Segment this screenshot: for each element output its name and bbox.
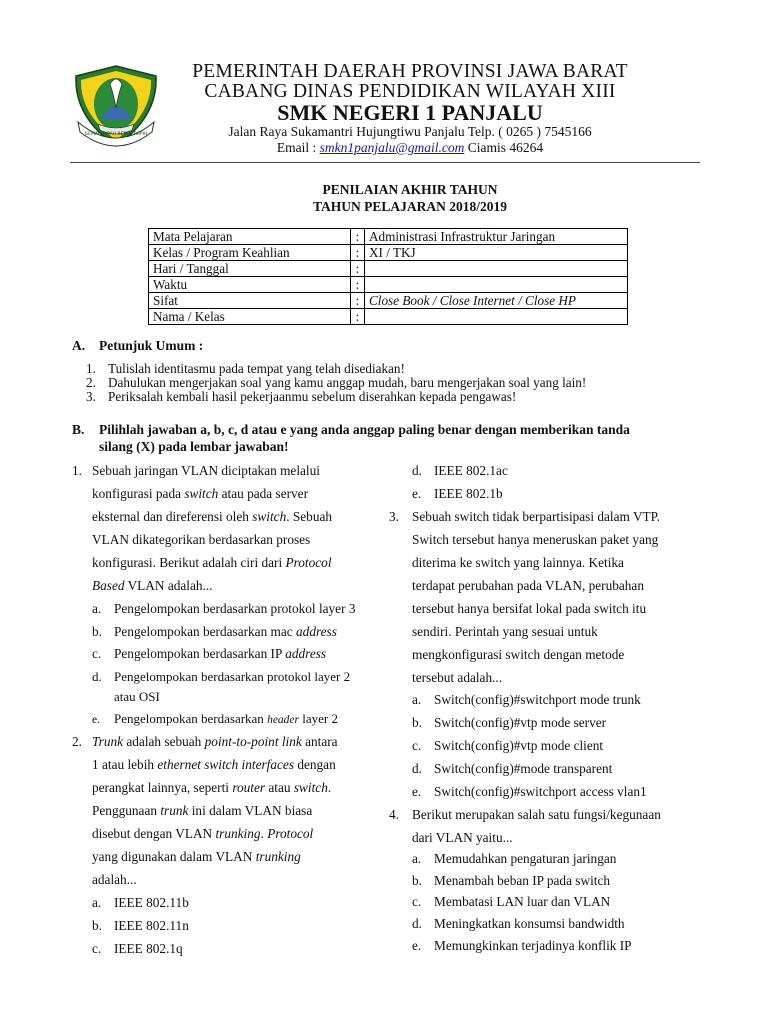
instruction-text: Dahulukan mengerjakan soal yang kamu anggap mudah, baru mengerjakan soal yang lain! (108, 375, 587, 390)
text-run-italic: point-to-point link (204, 734, 302, 749)
answer-option[interactable] (92, 601, 356, 617)
option-letter: b. (92, 918, 102, 933)
answer-option[interactable] (412, 738, 603, 754)
table-row (149, 245, 628, 261)
text-run: . Sebuah (286, 509, 333, 524)
table-value: Close Book / Close Internet / Close HP (365, 293, 628, 309)
option-letter: b. (92, 624, 102, 639)
question-4-line: Berikut merupakan salah satu fungsi/kegunaan (412, 807, 661, 822)
option-text: Pengelompokan berdasarkan protokol layer 3 (114, 601, 356, 616)
table-row (149, 229, 628, 245)
answer-option[interactable] (412, 851, 616, 867)
option-text: Pengelompokan berdasarkan protokol layer 2 (114, 669, 351, 684)
option-text-italic: address (296, 624, 337, 639)
table-value: Administrasi Infrastruktur Jaringan (365, 229, 628, 245)
text-run: Penggunaan (92, 803, 161, 818)
school-contact (150, 140, 670, 156)
answer-option-continuation: atau OSI (114, 689, 160, 704)
identity-table (148, 228, 628, 325)
answer-option[interactable] (412, 784, 647, 800)
option-text: Pengelompokan berdasarkan mac (114, 624, 297, 639)
email-link[interactable]: smkn1panjalu@gmail.com (319, 140, 465, 155)
question-4-line: dari VLAN yaitu... (412, 830, 513, 845)
option-text: IEEE 802.11n (114, 918, 189, 933)
option-letter: e. (412, 938, 422, 953)
question-2-line (92, 826, 313, 842)
table-row (149, 277, 628, 293)
text-run: antara (301, 734, 338, 749)
text-run: 1 atau lebih (92, 757, 158, 772)
option-letter: a. (412, 851, 422, 866)
option-letter: a. (92, 895, 102, 910)
option-text: IEEE 802.1b (434, 486, 503, 501)
question-1-line (92, 509, 332, 525)
table-separator: : (351, 261, 365, 277)
table-value (365, 309, 628, 325)
text-run-italic: router (232, 780, 266, 795)
option-text: Memudahkan pengaturan jaringan (434, 851, 617, 866)
option-text: Membatasi LAN luar dan VLAN (434, 894, 611, 909)
section-b-label: B. (72, 422, 85, 437)
answer-option[interactable] (92, 941, 183, 957)
table-label: Kelas / Program Keahlian (149, 245, 351, 261)
table-label: Mata Pelajaran (149, 229, 351, 245)
instruction-text: Tulislah identitasmu pada tempat yang telah disediakan! (108, 361, 405, 376)
question-3-line: Sebuah switch tidak berpartisipasi dalam VTP. (412, 509, 660, 524)
option-letter: d. (92, 669, 102, 684)
option-letter: c. (412, 738, 422, 753)
answer-option[interactable] (412, 486, 503, 502)
email-label: Email : (276, 140, 320, 155)
option-letter: e. (412, 486, 422, 501)
option-letter: a. (92, 601, 102, 616)
header-divider (70, 162, 700, 163)
instruction-item (86, 389, 516, 405)
header-government-line: PEMERINTAH DAERAH PROVINSI JAWA BARAT (192, 61, 628, 82)
question-3-line: sendiri. Perintah yang sesuai untuk (412, 624, 598, 639)
option-letter: c. (92, 646, 102, 661)
question-2-line (92, 757, 336, 773)
city-text: Ciamis 46264 (464, 140, 544, 155)
question-4-number: 4. (389, 807, 399, 822)
school-name: SMK NEGERI 1 PANJALU (277, 100, 543, 125)
answer-option[interactable] (92, 624, 337, 640)
option-text: Pengelompokan berdasarkan (114, 711, 268, 726)
text-run: atau pada server (218, 486, 308, 501)
option-text: Memungkinkan terjadinya konflik IP (434, 938, 632, 953)
text-run: atau (265, 780, 294, 795)
question-3-line: terdapat perubahan pada VLAN, perubahan (412, 578, 644, 593)
text-run: . (327, 780, 332, 795)
option-text: Menambah beban IP pada switch (434, 873, 611, 888)
answer-option[interactable] (412, 715, 606, 731)
exam-title: PENILAIAN AKHIR TAHUN (322, 182, 498, 197)
question-3-number: 3. (389, 509, 399, 524)
option-letter: e. (412, 784, 422, 799)
text-run-italic: switch (293, 780, 328, 795)
instruction-number: 1. (86, 361, 96, 376)
instruction-text: Periksalah kembali hasil pekerjaanmu sebelum diserahkan kepada pengawas! (108, 389, 517, 404)
option-text: IEEE 802.1ac (434, 463, 508, 478)
option-letter: c. (412, 894, 422, 909)
question-3-line: tersebut hanya bersifat lokal pada switch itu (412, 601, 647, 616)
option-letter: e. (92, 714, 100, 726)
table-row (149, 293, 628, 309)
question-3-line: tersebut adalah... (412, 670, 503, 685)
table-value (365, 277, 628, 293)
question-1-line (92, 578, 213, 594)
answer-option[interactable] (92, 711, 338, 727)
section-b-line-2: silang (X) pada lembar jawaban! (99, 439, 289, 454)
option-letter: c. (92, 941, 102, 956)
question-2-line (92, 872, 137, 888)
option-text-italic: header (267, 714, 299, 726)
text-run: yang digunakan dalam VLAN (92, 849, 256, 864)
answer-option[interactable] (412, 873, 610, 889)
table-label: Nama / Kelas (149, 309, 351, 325)
table-label: Hari / Tanggal (149, 261, 351, 277)
text-run: konfigurasi pada (92, 486, 185, 501)
answer-option[interactable] (412, 938, 632, 954)
answer-option[interactable] (412, 761, 612, 777)
text-run: konfigurasi. Berikut adalah ciri dari (92, 555, 286, 570)
table-value: XI / TKJ (365, 245, 628, 261)
text-run-italic: switch (184, 486, 219, 501)
answer-option[interactable] (92, 669, 350, 685)
option-text: Switch(config)#switchport access vlan1 (434, 784, 647, 799)
option-letter: d. (412, 761, 422, 776)
text-run: ini dalam VLAN biasa (188, 803, 313, 818)
text-run: dengan (294, 757, 336, 772)
section-a-heading (72, 338, 203, 354)
table-separator: : (351, 229, 365, 245)
question-3-line: Switch tersebut hanya meneruskan paket yang (412, 532, 659, 547)
logo-motto-text: GEMAH RIPAH REPEH RAPIH (84, 132, 148, 137)
table-value (365, 261, 628, 277)
option-text: Meningkatkan konsumsi bandwidth (434, 916, 625, 931)
question-1-line (92, 532, 310, 548)
table-label: Waktu (149, 277, 351, 293)
instruction-number: 2. (86, 375, 96, 390)
option-text: Switch(config)#vtp mode server (434, 715, 607, 730)
text-run-italic: Based (92, 578, 125, 593)
table-separator: : (351, 293, 365, 309)
option-letter: b. (412, 873, 422, 888)
west-java-emblem-logo (70, 62, 162, 150)
table-row (149, 309, 628, 325)
question-2-line (92, 780, 331, 796)
question-3-line: mengkonfigurasi switch dengan metode (412, 647, 625, 662)
header-office-line: CABANG DINAS PENDIDIKAN WILAYAH XIII (204, 81, 616, 102)
school-address: Jalan Raya Sukamantri Hujungtiwu Panjalu Telp. ( 0265 ) 7545166 (228, 124, 592, 139)
text-run-italic: switch (252, 509, 287, 524)
option-letter: b. (412, 715, 422, 730)
option-text: Switch(config)#mode transparent (434, 761, 613, 776)
section-b-heading (72, 421, 712, 455)
text-run: adalah... (92, 872, 137, 887)
text-run-italic: Trunk (92, 734, 124, 749)
option-text-italic: address (285, 646, 327, 661)
text-run: adalah sebuah (123, 734, 205, 749)
table-label: Sifat (149, 293, 351, 309)
text-run: disebut dengan VLAN (92, 826, 216, 841)
table-row (149, 261, 628, 277)
question-2-line (92, 849, 301, 865)
text-run-italic: trunk (160, 803, 189, 818)
exam-year: TAHUN PELAJARAN 2018/2019 (312, 199, 507, 214)
question-1-number: 1. (72, 463, 82, 478)
text-run-italic: trunking (255, 849, 301, 864)
answer-option[interactable] (412, 692, 641, 708)
text-run: . (260, 826, 268, 841)
text-run: VLAN adalah... (124, 578, 213, 593)
question-3-line: diterima ke switch yang lainnya. Ketika (412, 555, 624, 570)
option-text: IEEE 802.11b (114, 895, 189, 910)
question-1-line (92, 463, 320, 479)
option-text: layer 2 (299, 711, 338, 726)
answer-option[interactable] (92, 918, 189, 934)
question-1-line (92, 486, 308, 502)
option-text: IEEE 802.1q (114, 941, 183, 956)
text-run-italic: trunking (215, 826, 261, 841)
section-a-label: A. (72, 338, 86, 353)
text-run: VLAN dikategorikan berdasarkan proses (92, 532, 311, 547)
option-text: Switch(config)#vtp mode client (434, 738, 604, 753)
option-letter: d. (412, 916, 422, 931)
text-run-italic: Protocol (267, 826, 314, 841)
question-1-line (92, 555, 332, 571)
question-2-number: 2. (72, 734, 82, 749)
answer-option[interactable] (412, 894, 610, 910)
question-2-line (92, 734, 338, 750)
answer-option[interactable] (412, 916, 625, 932)
section-a-title: Petunjuk Umum : (99, 338, 204, 353)
text-run: Sebuah jaringan VLAN diciptakan melalui (92, 463, 320, 478)
answer-option[interactable] (92, 895, 189, 911)
section-b-line-1: Pilihlah jawaban a, b, c, d atau e yang anda anggap paling benar dengan memberikan tanda (99, 422, 630, 437)
instruction-number: 3. (86, 389, 96, 404)
answer-option[interactable] (412, 463, 508, 479)
text-run: perangkat lainnya, seperti (92, 780, 233, 795)
text-run-italic: Protocol (285, 555, 332, 570)
table-separator: : (351, 277, 365, 293)
text-run: eksternal dan direferensi oleh (92, 509, 253, 524)
option-text: Switch(config)#switchport mode trunk (434, 692, 641, 707)
option-letter: d. (412, 463, 422, 478)
option-text: Pengelompokan berdasarkan IP (114, 646, 286, 661)
option-letter: a. (412, 692, 422, 707)
table-separator: : (351, 309, 365, 325)
table-separator: : (351, 245, 365, 261)
question-2-line (92, 803, 312, 819)
text-run-italic: ethernet switch interfaces (157, 757, 294, 772)
answer-option[interactable] (92, 646, 326, 662)
